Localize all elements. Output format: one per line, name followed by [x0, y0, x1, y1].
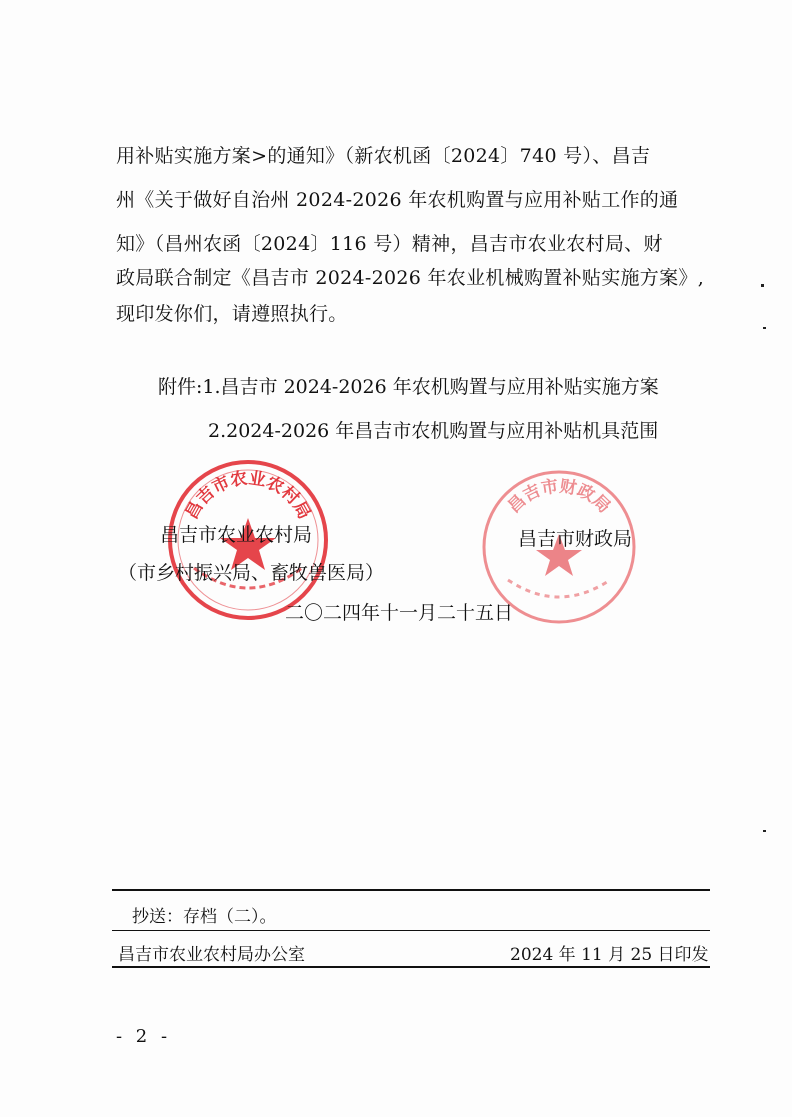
issuing-office: 昌吉市农业农村局办公室: [118, 945, 305, 965]
scan-speck: [763, 327, 766, 329]
agency1-name: 昌吉市农业农村局: [160, 524, 313, 546]
body-line: 政局联合制定《昌吉市 2024-2026 年农业机械购置补贴实施方案》,: [116, 267, 705, 289]
cc-line: 抄送：存档（二）。: [132, 907, 277, 927]
footer-bottom-rule: [112, 966, 710, 968]
agency1-sub-name: （市乡村振兴局、畜牧兽医局）: [118, 562, 385, 584]
issue-date: 二〇二四年十一月二十五日: [285, 602, 514, 624]
body-line: 州《关于做好自治州 2024-2026 年农机购置与应用补贴工作的通: [116, 189, 679, 211]
footer-top-rule: [112, 889, 710, 891]
agency2-name: 昌吉市财政局: [518, 528, 633, 550]
seal-text: 昌吉市财政局: [503, 476, 615, 518]
footer-middle-rule: [112, 930, 710, 931]
body-line: 知》（昌州农函〔2024〕116 号）精神，昌吉市农业农村局、财: [116, 233, 663, 255]
page-number: - 2 -: [116, 1026, 172, 1047]
seal-text: 昌吉市农业农村局: [181, 468, 315, 523]
attachment-1: 附件:1.昌吉市 2024-2026 年农机购置与应用补贴实施方案: [158, 376, 659, 398]
scan-speck: [761, 284, 764, 287]
print-date: 2024 年 11 月 25 日印发: [510, 945, 709, 965]
body-line: 用补贴实施方案>的通知》（新农机函〔2024〕740 号）、昌吉: [116, 145, 651, 167]
body-line: 现印发你们，请遵照执行。: [116, 303, 348, 325]
scan-speck: [763, 830, 766, 832]
attachment-2: 2.2024-2026 年昌吉市农机购置与应用补贴机具范围: [208, 420, 659, 442]
